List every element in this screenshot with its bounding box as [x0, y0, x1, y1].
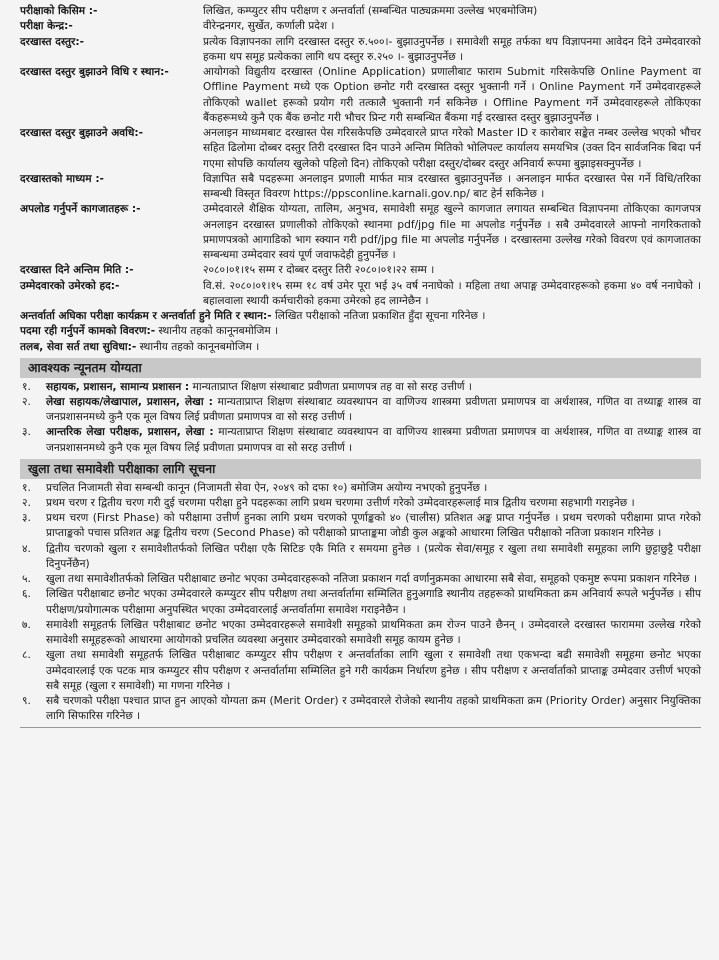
extra-line-job-description [20, 324, 701, 339]
extra-line-salary [20, 340, 701, 355]
item-text: प्रथम चरण र द्वितीय चरण गरी दुई चरणमा परीक्षा हुने पदहरूका लागि प्रथम चरणमा उत्तीर्ण गरेको उम्मेदवारहरूलाई मात्र द्वितीय चरणमा सहभागी गराइनेछ । [46, 496, 635, 509]
item-text: द्वितीय चरणको खुला र समावेशीतर्फको लिखित परीक्षा एकै सिटिङ एकै मिति र समयमा हुनेछ । (प्रत्येक सेवा/समूह र खुला तथा समावेशी समूहका लागि छुट्टाछुट्टै परीक्षा दिनुपर्नेछैन) [46, 542, 701, 570]
item-text [46, 425, 701, 456]
info-row-fee-payment-period [20, 126, 701, 172]
item-text: प्रथम चरण (First Phase) को परीक्षामा उत्तीर्ण हुनका लागि प्रथम चरणको पूर्णाङ्कको ४० (चालीस) प्रतिशत अङ्क प्राप्त गर्नुपर्नेछ । प्रथम चरणको परीक्षामा प्राप्त गरेको प्राप्ताङ्कको पचास प्रतिशत अङ्क द्वितीय चरण (Second Phase) को परीक्षाको प्राप्ताङ्कमा जोडी कुल अङ्कको आधारमा लिखित परीक्षाको नतिजा प्रकाशन गरिनेछ । [46, 512, 701, 540]
info-label: दरखास्तको माध्यम :- [20, 172, 104, 185]
item-text [46, 380, 701, 395]
info-row-upload-documents [20, 202, 701, 263]
info-label: परीक्षा केन्द्र:- [20, 20, 73, 33]
item-text: समावेशी समूहतर्फ लिखित परीक्षाबाट छनोट भएका उम्मेदवारहरूले समावेशी समूहको प्राथमिकता क्रम रोज्न पाउने छैनन् । उम्मेदवारले दरखास्त फाराममा उल्लेख गरेको समावेशी समूहहरूको आधारमा आयोगको प्रचलित व्यवस्था अनुसार उम्मेदवारको समावेशी समूह कायम हुनेछ । [46, 618, 701, 647]
qualification-list [20, 380, 701, 456]
info-row-application-medium [20, 172, 701, 203]
info-label: उम्मेदवारको उमेरको हद:- [20, 279, 120, 292]
section-heading-qualification: आवश्यक न्यूनतम योग्यता [20, 358, 701, 378]
info-row-deadline [20, 263, 701, 278]
list-item [20, 496, 701, 511]
info-label: अपलोड गर्नुपर्ने कागजातहरू :- [20, 203, 141, 216]
item-text: खुला तथा समावेशी समूहतर्फ लिखित परीक्षाबाट कम्प्युटर सीप परीक्षण र अन्तर्वार्ताका लागि खुला र समावेशी तथा एकभन्दा बढी समावेशी समूहमा छनोट भएका उम्मेदवारलाई एक पटक मात्र कम्प्युटर सीप परीक्षण र अन्तर्वार्तामा सम्मिलित हुने गरी कार्यक्रम निर्धारण हुनेछ । सीप परीक्षण र अन्तर्वार्ताको प्राप्ताङ्क उम्मेदवार उत्तीर्ण भएको सबै समूह (खुला र समावेशी) मा गणना गरिनेछ । [46, 649, 701, 692]
info-row-exam-center [20, 19, 701, 34]
item-number: ९. [22, 695, 31, 708]
list-item [20, 511, 701, 542]
item-body: मान्यताप्राप्त शिक्षण संस्थाबाट प्रवीणता प्रमाणपत्र तह वा सो सरह उत्तीर्ण । [189, 380, 472, 393]
info-rows [20, 4, 701, 309]
info-label: परीक्षाको किसिम :- [20, 5, 98, 17]
item-number: २. [22, 496, 31, 509]
extra-lines [20, 309, 701, 355]
item-text: सबै चरणको परीक्षा पश्चात प्राप्त हुन आएको योग्यता क्रम (Merit Order) र उम्मेदवारले रोजेको स्थानीय तहको प्राथमिकता क्रम (Priority Order) अनुसार नियुक्तिका लागि सिफारिस गरिनेछ । [46, 695, 701, 723]
extra-label: अन्तर्वार्ता अघिका परीक्षा कार्यक्रम र अन्तर्वार्ता हुने मिति र स्थान:- [20, 310, 272, 322]
item-number: ५. [22, 573, 31, 586]
info-label: दरखास्त दस्तुर:- [20, 35, 84, 48]
list-item [20, 395, 701, 426]
info-value: आयोगको विद्युतीय दरखास्त (Online Application) प्रणालीबाट फाराम Submit गरिसकेपछि Online Payment वा Offline Payment मध्ये एक Option छनोट गरी दरखास्त दस्तुर भुक्तानी गर्ने । Online Payment गर्ने उम्मेदवारहरूले तोकिएको wallet हरूको प्रयोग गरी तत्कालै भुक्तानी गर्न सकिनेछ । Offline Payment गर्ने उम्मेदवारहरूले तोकिएका बैंकहरूमध्ये कुनै एक बैंक छनोट गरी भौचर प्रिन्ट गरी सम्बन्धित बैंकमा गई दरखास्त दस्तुर बुझाउनुपर्नेछ । [203, 66, 701, 124]
extra-value: स्थानीय तहको कानूनबमोजिम । [136, 340, 260, 353]
extra-value: स्थानीय तहको कानूनबमोजिम । [155, 325, 279, 338]
item-title: सहायक, प्रशासन, सामान्य प्रशासन : [46, 380, 190, 393]
item-number: ३. [22, 512, 31, 525]
list-item [20, 648, 701, 694]
item-number: १. [22, 481, 31, 494]
item-number: ३. [22, 426, 31, 439]
item-text [46, 395, 701, 426]
item-number: ४. [22, 542, 31, 555]
list-item [20, 542, 701, 573]
item-title: लेखा सहायक/लेखापाल, प्रशासन, लेखा : [46, 395, 213, 408]
list-item [20, 572, 701, 587]
list-item [20, 481, 701, 496]
item-body: मान्यताप्राप्त शिक्षण संस्थाबाट व्यवस्थापन वा वाणिज्य शास्त्रमा प्रवीणता प्रमाणपत्र वा अर्थशास्त्र, गणित वा तथ्याङ्क शास्त्र वा जनप्रशासनमध्ये कुनै एक मूल विषय लिई प्रवीणता प्रमाणपत्र वा सो सरह उत्तीर्ण । [46, 426, 701, 454]
info-label: दरखास्त दस्तुर बुझाउने विधि र स्थान:- [20, 66, 169, 78]
item-title: आन्तरिक लेखा परीक्षक, प्रशासन, लेखा : [46, 426, 214, 439]
item-text: लिखित परीक्षाबाट छनोट भएका उम्मेदवारले कम्प्युटर सीप परीक्षण तथा अन्तर्वार्तामा सम्मिलित हुनुअगाडि स्थानीय तहहरूको प्राथमिकता क्रम अनिवार्य रूपले भर्नुपर्नेछ । सीप परीक्षण/प्रयोगात्मक परीक्षामा अनुपस्थित भएका उम्मेदवारलाई अन्तर्वार्तामा समावेश गराइनेछैन । [46, 588, 701, 616]
extra-label: पदमा रही गर्नुपर्ने कामको विवरण:- [20, 325, 156, 338]
info-label: दरखास्त दस्तुर बुझाउने अवधि:- [20, 127, 144, 139]
info-value: उम्मेदवारले शैक्षिक योग्यता, तालिम, अनुभव, समावेशी समूह खुल्ने कागजात लगायत सम्बन्धित विज्ञापनमा तोकिएका कागजपत्र अनलाइन दरखास्त प्रणालीको तोकिएको स्थानमा pdf/jpg file मा अपलोड गर्नुपर्नेछ । सबै उम्मेदवारले आफ्नो नागरिकताको प्रमाणपत्रको आगाडिको भाग स्क्यान गरी pdf/jpg file मा अपलोड गर्नुपर्नेछ । दरखास्तमा उल्लेख गरेको विवरण एवं कागजातका सम्बन्धमा उम्मेदवार स्वयं पूर्ण जवाफदेही हुनुपर्नेछ । [203, 203, 701, 261]
list-item [20, 694, 701, 725]
extra-value: लिखित परीक्षाको नतिजा प्रकाशित हुँदा सूचना गरिनेछ । [271, 310, 486, 322]
item-body: मान्यताप्राप्त शिक्षण संस्थाबाट व्यवस्थापन वा वाणिज्य शास्त्रमा प्रवीणता प्रमाणपत्र वा अर्थशास्त्र, गणित वा तथ्याङ्क शास्त्र वा जनप्रशासनमध्ये कुनै एक मूल विषय लिई प्रवीणता प्रमाणपत्र वा सो सरह उत्तीर्ण । [46, 395, 701, 424]
info-value: अनलाइन माध्यमबाट दरखास्त पेस गरिसकेपछि उम्मेदवारले प्राप्त गरेको Master ID र कारोबार सङ्केत नम्बर उल्लेख भएको भौचर सहित ढिलोमा दोब्बर दस्तुर तिरी दरखास्त दिन पाउने अन्तिम मितिको भोलिपल्ट कार्यालय समयभित्र (उक्त दिन सार्वजनिक बिदा पर्न गएमा सोपछि कार्यालय खुलेको पहिलो दिन) तोकिएको परीक्षा दस्तुर/दोब्बर दस्तुर अनिवार्य रूपमा बुझाइसक्नुपर्नेछ । [203, 127, 701, 170]
item-number: ८. [22, 649, 31, 662]
list-item [20, 587, 701, 618]
info-row-fee-payment-method [20, 65, 701, 126]
info-value: प्रत्येक विज्ञापनका लागि दरखास्त दस्तुर रु.५००।- बुझाउनुपर्नेछ । समावेशी समूह तर्फका थप विज्ञापनमा आवेदन दिने उम्मेदवारको हकमा थप समूह प्रत्येकका लागि थप दस्तुर रु.२५० ।- बुझाउनुपर्नेछ । [203, 35, 701, 63]
item-number: १. [22, 380, 31, 393]
item-number: ७. [22, 618, 31, 631]
info-row-application-fee [20, 35, 701, 66]
info-value: वि.सं. २०८०।०१।१५ सम्म १८ वर्ष उमेर पूरा भई ३५ वर्ष ननाघेको । महिला तथा अपाङ्ग उम्मेदवारहरूको हकमा ४० वर्ष ननाघेको । बहालवाला स्थायी कर्मचारीको हकमा उमेरको हद लाग्नेछैन । [203, 279, 701, 307]
list-item [20, 618, 701, 649]
extra-label: तलब, सेवा सर्त तथा सुविधा:- [20, 340, 137, 353]
item-text: प्रचलित निजामती सेवा सम्बन्धी कानून (निजामती सेवा ऐन, २०४९ को दफा १०) बमोजिम अयोग्य नभएको हुनुपर्नेछ । [46, 481, 488, 494]
info-value: २०८०।०१।१५ सम्म र दोब्बर दस्तुर तिरी २०८०।०१।२२ सम्म । [203, 264, 435, 277]
info-label: दरखास्त दिने अन्तिम मिति :- [20, 264, 134, 277]
info-value: वीरेन्द्रनगर, सुर्खेत, कर्णाली प्रदेश । [203, 20, 335, 33]
extra-line-interview-schedule [20, 309, 701, 324]
item-number: २. [22, 395, 31, 408]
section-heading-open-inclusive: खुला तथा समावेशी परीक्षाका लागि सूचना [20, 459, 701, 479]
list-item [20, 425, 701, 456]
info-row-age-limit [20, 279, 701, 310]
list-item [20, 380, 701, 395]
info-value: विज्ञापित सबै पदहरूमा अनलाइन प्रणाली मार्फत मात्र दरखास्त बुझाउनुपर्नेछ । अनलाइन मार्फत दरखास्त पेस गर्ने विधि/तरिका सम्बन्धी विस्तृत विवरण https://ppsconline.karnali.gov.np/ बाट हेर्न सकिनेछ । [203, 172, 701, 200]
item-text: खुला तथा समावेशीतर्फको लिखित परीक्षाबाट छनोट भएका उम्मेदवारहरूको नतिजा प्रकाशन गर्दा वर्णानुक्रमका आधारमा सबै सेवा, समूहको एकमुष्ट रूपमा प्रकाशन गरिनेछ । [46, 573, 697, 586]
cut-off-line [20, 727, 701, 736]
info-value: लिखित, कम्प्युटर सीप परीक्षण र अन्तर्वार्ता (सम्बन्धित पाठ्यक्रममा उल्लेख भएबमोजिम) [203, 5, 538, 17]
item-number: ६. [22, 588, 31, 601]
notice-list [20, 481, 701, 725]
info-row-exam-type [20, 4, 701, 19]
